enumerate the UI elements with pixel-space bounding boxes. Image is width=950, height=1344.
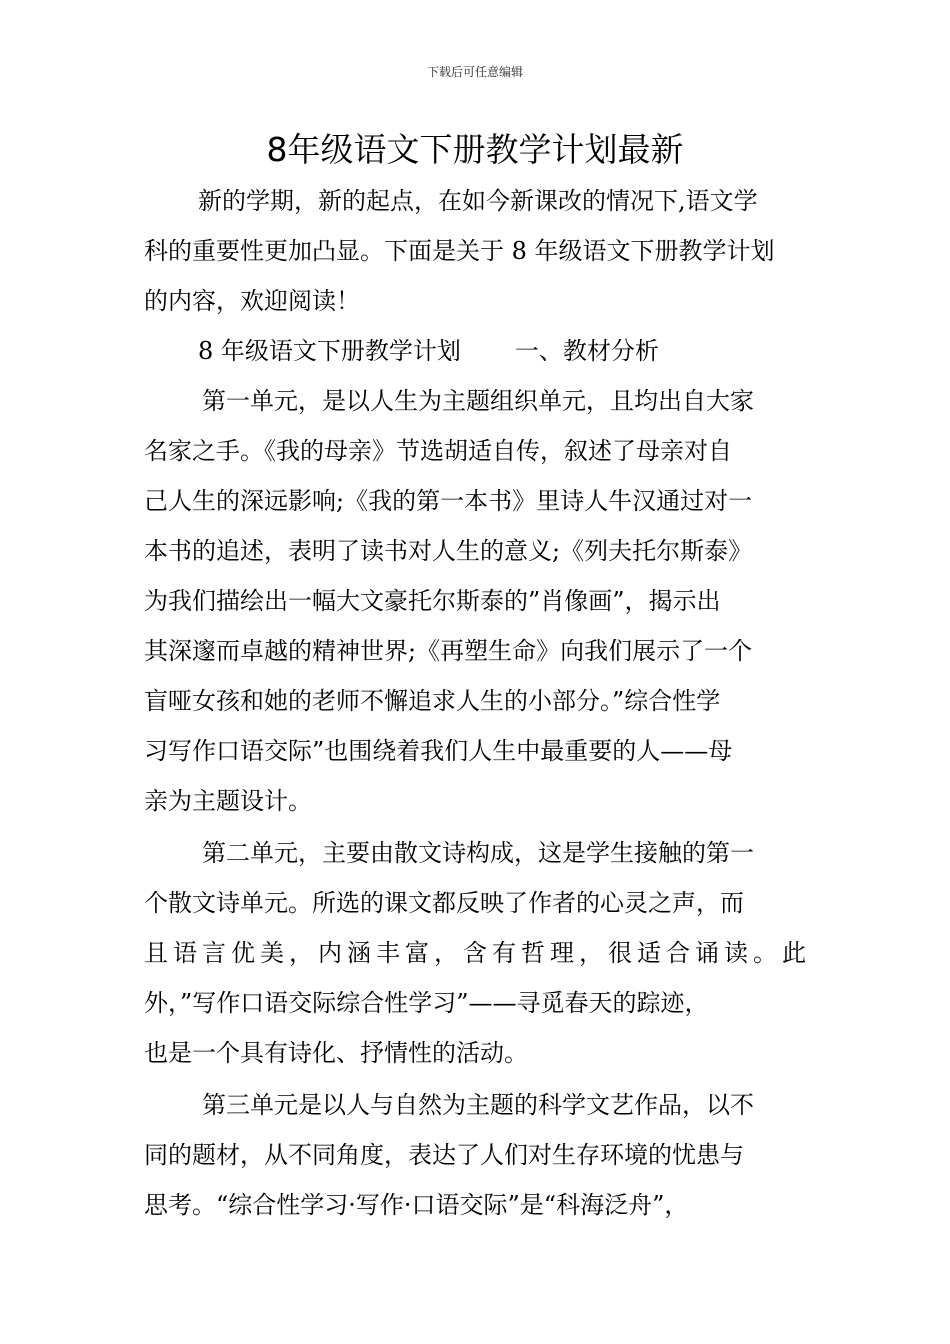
paragraph-2-line-6: 其深邃而卓越的精神世界;《再塑生命》向我们展示了一个 [144, 637, 753, 665]
paragraph-2-line-8: 习写作口语交际”也围绕着我们人生中最重要的人——母 [144, 737, 733, 765]
paragraph-4-line-3: 思考。“综合性学习·写作·口语交际”是“科海泛舟”， [144, 1191, 689, 1219]
justified-char: ， [434, 939, 458, 967]
paragraph-3-line-2: 个散文诗单元。所选的课文都反映了作者的心灵之声，而 [144, 889, 744, 917]
paragraph-2-line-3: 己人生的深远影响;《我的第一本书》里诗人牛汉通过对一 [144, 487, 753, 515]
paragraph-1-line-1: 新的学期，新的起点，在如今新课改的情况下,语文学 [198, 187, 758, 215]
document-body [144, 176, 806, 1230]
justified-char: ， [289, 939, 313, 967]
plan-heading: 8 年级语文下册教学计划 [198, 337, 461, 365]
justified-char: 。 [753, 939, 777, 967]
justified-char: 诵 [695, 939, 719, 967]
section-heading-textbook-analysis: 一、教材分析 [514, 337, 659, 365]
justified-char: 美 [260, 939, 284, 967]
section-heading-line [144, 326, 806, 376]
paragraph-2-line-9: 亲为主题设计。 [144, 787, 312, 815]
justified-char: 富 [405, 939, 429, 967]
justified-char: 且 [144, 939, 168, 967]
document-title: 8年级语文下册教学计划最新 [266, 130, 684, 169]
paragraph-2-line-5: 为我们描绘出一幅大文豪托尔斯泰的”肖像画”，揭示出 [144, 587, 721, 615]
paragraph-2-line-7: 盲哑女孩和她的老师不懈追求人生的小部分。”综合性学 [144, 687, 721, 715]
justified-char: 含 [463, 939, 487, 967]
justified-char: 涵 [347, 939, 371, 967]
justified-char: ， [579, 939, 603, 967]
justified-char: 理 [550, 939, 574, 967]
justified-char: 适 [637, 939, 661, 967]
paragraph-3-line-3 [144, 928, 806, 978]
justified-char: 优 [231, 939, 255, 967]
justified-char: 丰 [376, 939, 400, 967]
justified-char: 有 [492, 939, 516, 967]
paragraph-3-line-1: 第二单元，主要由散文诗构成，这是学生接触的第一 [202, 839, 754, 867]
paragraph-2-line-4: 本书的追述，表明了读书对人生的意义;《列夫托尔斯泰》 [144, 537, 753, 565]
justified-char: 合 [666, 939, 690, 967]
paragraph-1-line-2: 科的重要性更加凸显。下面是关于 8 年级语文下册教学计划 [144, 237, 775, 265]
header-note: 下载后可任意编辑 [426, 65, 523, 79]
justified-char: 哲 [521, 939, 545, 967]
justified-char: 很 [608, 939, 632, 967]
justified-char: 此 [782, 939, 806, 967]
justified-char: 内 [318, 939, 342, 967]
paragraph-4-line-2: 同的题材，从不同角度，表达了人们对生存环境的忧患与 [144, 1141, 744, 1169]
justified-char: 读 [724, 939, 748, 967]
paragraph-1-line-3: 的内容，欢迎阅读！ [144, 287, 360, 315]
paragraph-3-line-5: 也是一个具有诗化、抒情性的活动。 [144, 1039, 528, 1067]
paragraph-4-line-1: 第三单元是以人与自然为主题的科学文艺作品，以不 [202, 1091, 754, 1119]
paragraph-2-line-2: 名家之手。《我的母亲》节选胡适自传，叙述了母亲对自 [144, 437, 732, 465]
paragraph-3-line-4: 外，”写作口语交际综合性学习”——寻觅春天的踪迹， [144, 989, 709, 1017]
paragraph-2-line-1: 第一单元，是以人生为主题组织单元，且均出自大家 [202, 387, 754, 415]
justified-char: 语 [173, 939, 197, 967]
justified-char: 言 [202, 939, 226, 967]
